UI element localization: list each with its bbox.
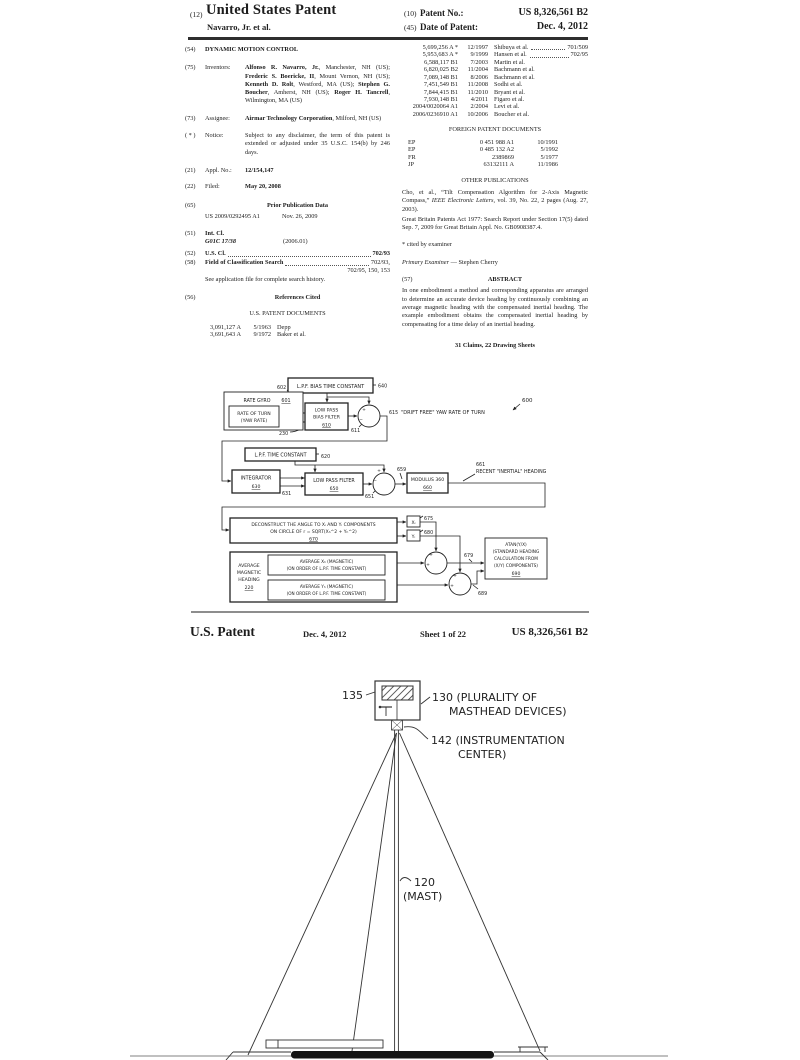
filed-date xyxy=(245,183,390,191)
rate-gyro-label: RATE GYRO xyxy=(243,399,271,404)
field-num: (57) xyxy=(402,276,413,284)
ref-670: 670 xyxy=(309,537,318,543)
ref-name: Levi et al. xyxy=(494,103,520,111)
ref-name: Sodhi et al. xyxy=(494,81,523,89)
boom xyxy=(266,1040,383,1048)
pub1-post: , vol. 39, No. 22, 2 pages (Aug. 27, 2003). xyxy=(402,197,588,213)
ref-date: 11/2004 xyxy=(467,66,488,74)
field-57 xyxy=(402,276,588,284)
field-52 xyxy=(185,250,390,258)
date-label: Date of Patent: xyxy=(420,22,478,32)
ref-number: 2004/0020064 A1 xyxy=(412,103,458,111)
table-row xyxy=(402,154,588,162)
ref-name: Boucher et al. xyxy=(494,110,530,118)
field-num: ( * ) xyxy=(185,132,196,140)
field-num: (73) xyxy=(185,114,196,122)
field-22 xyxy=(185,183,390,191)
ref-date: 10/2006 xyxy=(467,110,488,118)
ref-680: 680 xyxy=(424,531,434,536)
atan-label-4: (X/Y) COMPONENTS) xyxy=(494,564,538,569)
ref-date: 7/2003 xyxy=(470,58,488,66)
table-row xyxy=(402,111,588,118)
ref-date: 5/1963 xyxy=(253,323,271,331)
ref-631: 631 xyxy=(282,492,292,497)
ref-number: 3,091,127 A xyxy=(210,323,241,331)
ref-number: 7,930,148 B1 xyxy=(423,95,458,103)
ref-date: 9/1972 xyxy=(253,330,271,338)
lpf-tc-label: L.P.F. TIME CONSTANT xyxy=(254,453,307,459)
assignee xyxy=(245,115,390,123)
ref-600: 600 xyxy=(522,398,533,404)
ref-name: Martin et al. xyxy=(494,58,525,66)
sheet1-sailboat-figure xyxy=(0,655,800,1060)
wind-vane-tip xyxy=(379,706,382,709)
average-xh-box xyxy=(268,555,385,575)
invention-title-text: DYNAMIC MOTION CONTROL xyxy=(205,46,299,53)
doc-number: 2389869 xyxy=(491,153,514,161)
assignee-loc: , Milford, NH (US) xyxy=(332,114,382,122)
page-title: United States Patent xyxy=(206,2,337,18)
ref-name: Shibuya et al. xyxy=(494,44,529,51)
cited-by-examiner: * cited by examiner xyxy=(402,241,452,249)
pub1-pre: Cho, et al., “Tilt Compensation Algorithm for 2-Axis Magnetic Compass,” xyxy=(402,189,588,205)
intcl-label xyxy=(205,230,390,238)
primary-examiner xyxy=(402,259,588,267)
minus-sign: − xyxy=(373,479,377,484)
field-51 xyxy=(185,230,390,238)
field-num: (22) xyxy=(185,183,196,191)
low-pass-bias-label-2: BIAS FILTER xyxy=(313,415,340,421)
ref-number: 2006/0236910 A1 xyxy=(412,110,458,118)
publication-1 xyxy=(402,189,588,214)
field-num: (56) xyxy=(185,293,196,301)
inventor-loc: , Westford, MA (US); xyxy=(293,80,359,88)
abstract-title xyxy=(422,276,588,284)
hatched-device xyxy=(382,686,413,700)
table-row xyxy=(402,146,588,154)
xi-label: Xᵢ xyxy=(411,521,416,526)
spacer xyxy=(185,276,205,284)
other-pubs-title: OTHER PUBLICATIONS xyxy=(461,176,529,184)
ref-name: Bachmann et al. xyxy=(494,66,535,74)
abstract-title-text: ABSTRACT xyxy=(487,276,523,284)
notice-label: Notice: xyxy=(205,132,224,140)
left-column xyxy=(185,46,390,338)
field-num: (21) xyxy=(185,166,196,174)
masthead-devices xyxy=(375,681,420,720)
lpf-bias-label: L.P.F. BIAS TIME CONSTANT xyxy=(296,384,365,390)
ref-date: 8/2006 xyxy=(470,73,488,81)
field-65 xyxy=(185,202,390,210)
label-142-line2: CENTER) xyxy=(458,748,507,761)
refs-title xyxy=(205,294,390,302)
intcl-class xyxy=(205,238,283,246)
field-num: (54) xyxy=(185,46,196,53)
inventor-name: Kenneth D. Rolt xyxy=(245,80,294,88)
deck-bar xyxy=(291,1051,494,1059)
deconstruct-label-2: ON CIRCLE OF r = SQRT(Xₕ^2 + Yₕ^2) xyxy=(270,530,357,535)
low-pass-bias-label-1: LOW PASS xyxy=(314,408,339,414)
uscl-value: 702/93 xyxy=(372,249,390,257)
dot-leader xyxy=(285,259,369,266)
ref-675: 675 xyxy=(424,517,434,522)
field-num: (65) xyxy=(185,201,196,209)
amh-label-1: AVERAGE xyxy=(238,564,260,569)
ref-650: 650 xyxy=(329,487,339,492)
spacer xyxy=(185,238,205,246)
code-45: (45) xyxy=(404,23,417,32)
ref-name: Figaro et al. xyxy=(494,95,525,103)
leader-130 xyxy=(421,697,430,704)
label-142-line1: 142 (INSTRUMENTATION xyxy=(431,734,565,747)
avg-x-label-2: (ON ORDER OF L.P.F. TIME CONSTANT) xyxy=(286,566,367,571)
field-73 xyxy=(185,115,390,123)
ref-number: 7,451,549 B1 xyxy=(423,81,458,89)
rate-of-turn-label-2: (YAW RATE) xyxy=(240,419,268,424)
country-code: JP xyxy=(408,161,414,169)
spacer xyxy=(185,213,205,221)
foreign-title: FOREIGN PATENT DOCUMENTS xyxy=(448,126,542,134)
uspat-title: U.S. PATENT DOCUMENTS xyxy=(249,310,326,318)
country-code: FR xyxy=(408,153,416,161)
table-row xyxy=(402,96,588,103)
prior-pub-no: US 2009/0292495 A1 xyxy=(205,212,260,220)
inventor-name: Stephen G. Boucher xyxy=(245,80,390,97)
header-rule xyxy=(188,37,588,40)
doc-number: 0 485 132 A2 xyxy=(479,146,514,154)
amh-label-3: HEADING xyxy=(238,578,260,583)
summing-node-2 xyxy=(373,473,395,495)
assignee-label: Assignee: xyxy=(205,114,230,122)
field-search-value2-row xyxy=(185,267,390,275)
field-search-label: Field of Classification Search xyxy=(205,259,284,267)
ref-name: Bryant et al. xyxy=(494,88,525,96)
patent-no-value: US 8,326,561 B2 xyxy=(518,7,588,18)
country-code: EP xyxy=(408,146,416,154)
appl-label: Appl. No.: xyxy=(205,166,232,174)
ref-date: 11/2008 xyxy=(467,81,488,89)
ref-number: 7,844,415 B1 xyxy=(423,88,458,96)
prior-pub-row xyxy=(185,213,390,221)
drift-free-label: "DRIFT FREE" YAW RATE OF TURN xyxy=(401,410,485,416)
field-75 xyxy=(185,64,390,105)
examiner-name: — Stephen Cherry xyxy=(449,258,498,266)
ref-class: 702/95 xyxy=(570,51,588,59)
sheet-patent-no: US 8,326,561 B2 xyxy=(511,626,588,638)
recent-inertial-label: RECENT "INERTIAL" HEADING xyxy=(476,470,547,475)
table-row xyxy=(402,81,588,88)
spacer xyxy=(260,213,282,221)
deconstruct-label-1: DECONSTRUCT THE ANGLE TO Xᵢ AND Yᵢ COMPONENTS xyxy=(251,523,376,528)
uscl-label: U.S. Cl. xyxy=(205,249,226,257)
avg-y-label-2: (ON ORDER OF L.P.F. TIME CONSTANT) xyxy=(286,591,367,596)
ref-601: 601 xyxy=(281,399,291,404)
ref-690: 690 xyxy=(511,572,521,577)
label-130-line2: MASTHEAD DEVICES) xyxy=(449,705,567,718)
doc-date: 5/1977 xyxy=(540,153,558,161)
intcl-label-text: Int. Cl. xyxy=(205,230,225,238)
field-21 xyxy=(185,167,390,175)
doc-number: 0 451 988 A1 xyxy=(479,138,514,146)
right-column xyxy=(402,44,588,350)
table-row xyxy=(402,74,588,81)
intcl-row xyxy=(185,238,390,246)
table-row xyxy=(185,331,390,338)
patent-no-label: Patent No.: xyxy=(420,8,464,18)
ref-name: Depp xyxy=(277,323,291,331)
sheet-number: Sheet 1 of 22 xyxy=(420,629,467,639)
notice-text: Subject to any disclaimer, the term of this patent is extended or adjusted under 35 U.S.C. 154(b) by 246 days. xyxy=(245,132,390,156)
ref-220: 220 xyxy=(244,586,254,591)
atan-label-1: ATAN(Y/X) xyxy=(505,543,527,548)
field-num: (75) xyxy=(185,64,196,72)
inventor-name: Roger H. Tancrell xyxy=(334,89,389,97)
leader-142 xyxy=(404,727,428,739)
ref-number: 5,953,683 A * xyxy=(422,51,458,59)
label-mast: (MAST) xyxy=(403,890,443,903)
sheet-date: Dec. 4, 2012 xyxy=(303,629,347,639)
examiner-label: Primary Examiner xyxy=(402,258,450,266)
ref-number: 6,588,117 B1 xyxy=(424,58,458,66)
avg-x-label-1: AVERAGE Xₕ (MAGNETIC) xyxy=(299,560,354,565)
ref-660: 660 xyxy=(423,486,432,491)
intcl-year: (2006.01) xyxy=(283,238,308,246)
ref-name: Baker et al. xyxy=(277,330,306,338)
dot-leader xyxy=(531,44,565,50)
ref-date: 12/1997 xyxy=(467,44,488,51)
invention-title xyxy=(205,46,390,54)
ref-date: 9/1999 xyxy=(470,51,488,59)
ref-659: 659 xyxy=(397,468,407,473)
ref-date: 11/2010 xyxy=(467,88,488,96)
claims-line xyxy=(402,342,588,350)
table-row xyxy=(402,103,588,110)
field-num: (51) xyxy=(185,230,196,238)
table-row xyxy=(402,89,588,96)
country-code: EP xyxy=(408,138,416,146)
label-135: 135 xyxy=(342,689,363,702)
front-page-block-diagram xyxy=(215,375,587,615)
plus-sign: + xyxy=(450,584,454,589)
ref-name: Bachmann et al. xyxy=(494,73,535,81)
ref-661: 661 xyxy=(476,463,486,468)
inventor-loc: , Manchester, NH (US); xyxy=(318,64,390,72)
average-yh-box xyxy=(268,580,385,600)
minus-sign: − xyxy=(359,418,363,423)
field-56 xyxy=(185,294,390,302)
table-row xyxy=(402,66,588,73)
ref-602: 602 xyxy=(277,386,287,391)
ref-640: 640 xyxy=(378,384,388,390)
ref-230: 230 xyxy=(279,432,289,437)
ref-name: Hansen et al. xyxy=(494,51,527,59)
inventor-loc: , Mount Vernon, NH (US); xyxy=(314,72,390,80)
doc-date: 10/1991 xyxy=(537,138,558,146)
label-130-line1: 130 (PLURALITY OF xyxy=(432,691,538,704)
ref-class: 701/509 xyxy=(567,44,588,51)
table-row xyxy=(402,44,588,51)
intcl-class-text: G01C 17/38 xyxy=(205,238,236,246)
plus-sign: + xyxy=(429,553,433,558)
code-10: (10) xyxy=(404,9,417,18)
field-num: (52) xyxy=(185,249,196,257)
field-search-value: 702/93, xyxy=(370,259,390,267)
inventor-name: Alfonso R. Navarro, Jr. xyxy=(245,64,319,72)
rate-of-turn-label-1: RATE OF TURN xyxy=(237,412,271,417)
inventors-list xyxy=(245,64,390,105)
date-value: Dec. 4, 2012 xyxy=(536,21,588,32)
atan-label-2: (STANDARD HEADING xyxy=(492,550,540,555)
doc-number: 63132111 A xyxy=(483,161,514,169)
inventor-loc: , Wilmington, MA (US) xyxy=(245,89,391,105)
dot-leader xyxy=(228,250,371,257)
table-row xyxy=(185,324,390,331)
dot-leader xyxy=(530,51,569,57)
plus-sign: + xyxy=(426,563,430,568)
pub1-journal: IEEE Electronic Letters xyxy=(431,197,494,205)
leader-120 xyxy=(400,878,411,882)
publication-2: Great Britain Patents Act 1977: Search Report under Section 17(5) dated Sep. 7, 2009 for Great Britain Appl. No. GB0908387.4. xyxy=(402,215,588,232)
ref-630: 630 xyxy=(251,485,261,490)
label-120: 120 xyxy=(414,876,435,889)
inventor-name: Frederic S. Boericke, II xyxy=(245,72,315,80)
field-notice xyxy=(185,132,390,157)
code-12: (12) xyxy=(190,10,203,19)
modulus-label: MODULUS 360 xyxy=(410,478,445,483)
filed-date-value: May 20, 2008 xyxy=(245,183,281,191)
inventors-label: Inventors: xyxy=(205,64,231,72)
appl-no-value: 12/154,147 xyxy=(245,166,274,174)
ref-679: 679 xyxy=(464,554,474,559)
us-patent-label: U.S. Patent xyxy=(190,624,255,639)
field-search-note: See application file for complete search history. xyxy=(205,275,326,283)
prior-pub-title-text: Prior Publication Data xyxy=(266,201,329,209)
field-58 xyxy=(185,259,390,267)
boat-lines xyxy=(130,690,668,1060)
atan-label-3: CALCULATION FROM xyxy=(494,557,538,562)
ref-date: 4/2011 xyxy=(470,95,488,103)
assignee-name: Airmar Technology Corporation xyxy=(245,114,333,122)
prior-pub-title xyxy=(205,202,390,210)
low-pass-filter-label: LOW PASS FILTER xyxy=(313,479,355,484)
ref-number: 5,699,256 A * xyxy=(422,44,458,51)
plus-sign: + xyxy=(453,574,457,579)
filed-label: Filed: xyxy=(205,183,220,191)
ref-615: 615 xyxy=(389,411,399,416)
integrator-label: INTEGRATOR xyxy=(240,476,272,482)
claims-text: 31 Claims, 22 Drawing Sheets xyxy=(455,341,535,349)
first-party: Navarro, Jr. et al. xyxy=(207,22,271,32)
inventor-loc: , Amherst, NH (US); xyxy=(267,89,335,97)
ref-number: 7,089,148 B1 xyxy=(423,73,458,81)
ref-number: 6,820,025 B2 xyxy=(423,66,458,74)
ref-611: 611 xyxy=(351,429,361,434)
table-row xyxy=(402,51,588,58)
doc-date: 11/1986 xyxy=(537,161,558,169)
ref-610: 610 xyxy=(322,423,331,429)
ref-651: 651 xyxy=(365,495,375,500)
ref-620: 620 xyxy=(321,455,331,460)
abstract-text: In one embodiment a method and corresponding apparatus are arranged to determine an accurate device heading by continuously combining an average magnetic heading with the compensated inertial heading. The example embodiment obtains the compensated inertial heading by compensating for a time delay of an inertial heading. xyxy=(402,287,588,328)
prior-pub-date: Nov. 26, 2009 xyxy=(281,212,318,220)
field-num: (58) xyxy=(185,259,196,267)
table-row xyxy=(402,139,588,147)
table-row xyxy=(402,161,588,169)
refs-title-text: References Cited xyxy=(274,293,321,301)
field-search-note-row xyxy=(185,276,390,284)
plus-sign: + xyxy=(377,469,381,474)
field-54 xyxy=(185,46,390,54)
page-divider xyxy=(191,611,589,613)
plus-sign: + xyxy=(362,408,366,413)
field-search-value2: 702/95, 150, 153 xyxy=(347,267,390,275)
ref-date: 2/2004 xyxy=(470,103,488,111)
doc-date: 5/1992 xyxy=(540,146,558,154)
figure-labels xyxy=(342,689,567,903)
table-row xyxy=(402,59,588,66)
yi-label: Yᵢ xyxy=(411,535,416,540)
appl-no xyxy=(245,167,390,175)
ref-number: 3,691,643 A xyxy=(210,330,241,338)
ref-689: 689 xyxy=(478,592,488,597)
avg-y-label-1: AVERAGE Yₕ (MAGNETIC) xyxy=(299,585,354,590)
amh-label-2: MAGNETIC xyxy=(236,571,262,576)
